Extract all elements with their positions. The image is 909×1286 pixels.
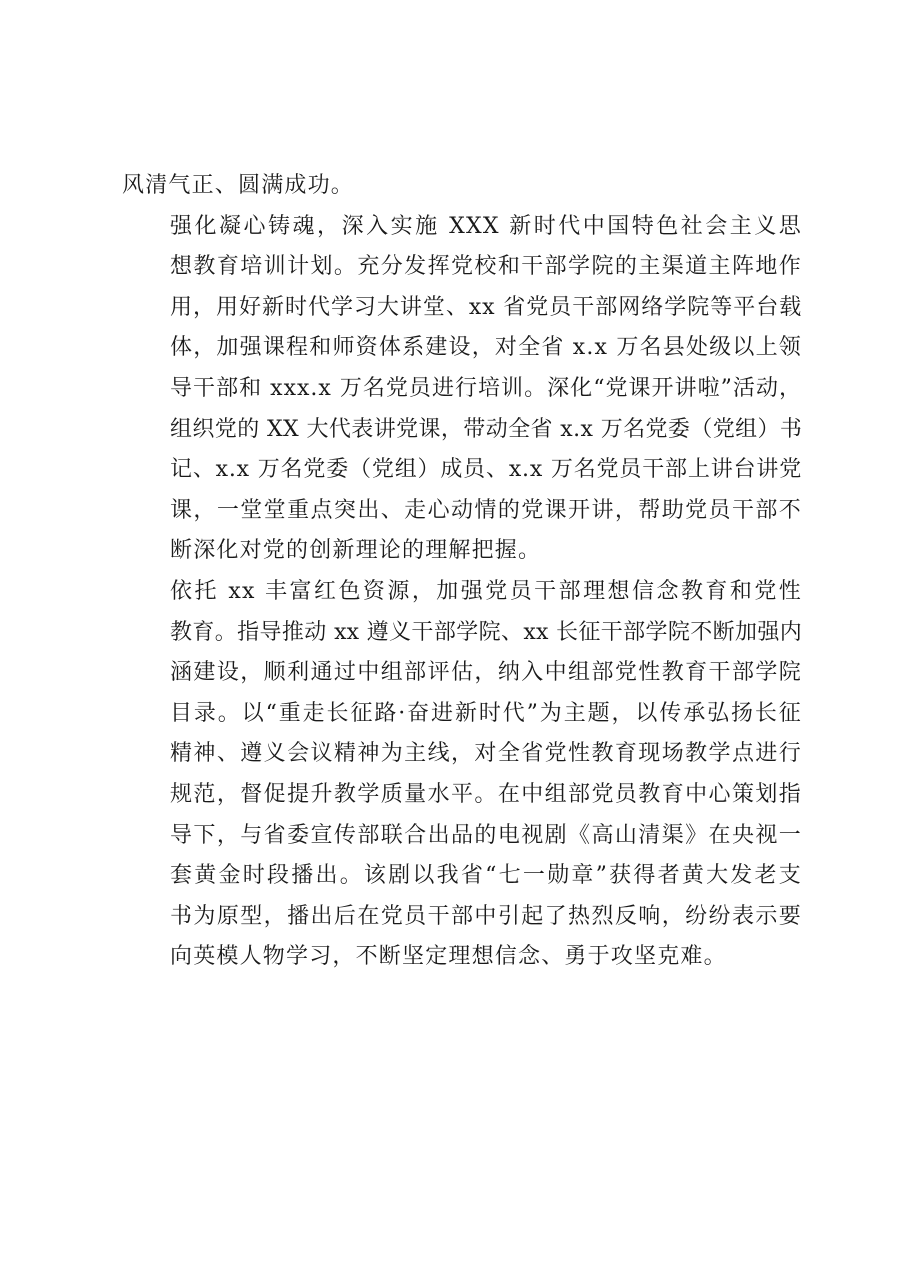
paragraph-2 bbox=[122, 207, 802, 572]
paragraph-3 bbox=[122, 572, 802, 978]
text-line: 规范，督促提升教学质量水平。在中组部党员教育中心策划指 bbox=[170, 781, 802, 807]
paragraph-1 bbox=[122, 166, 802, 207]
text-line: 体，加强课程和师资体系建设，对全省 x.x 万名县处级以上领 bbox=[170, 335, 802, 361]
text-line: 目录。以“重走长征路·奋进新时代”为主题，以传承弘扬长征 bbox=[170, 700, 802, 726]
text-line: 用，用好新时代学习大讲堂、xx 省党员干部网络学院等平台载 bbox=[170, 294, 802, 320]
text-line: 精神、遵义会议精神为主线，对全省党性教育现场教学点进行 bbox=[170, 741, 802, 767]
text-line: 套黄金时段播出。该剧以我省“七一勋章”获得者黄大发老支 bbox=[170, 863, 802, 889]
text-line: 组织党的 XX 大代表讲党课，带动全省 x.x 万名党委（党组）书 bbox=[170, 416, 803, 442]
text-line: 想教育培训计划。充分发挥党校和干部学院的主渠道主阵地作 bbox=[170, 254, 802, 280]
text-line: 导下，与省委宣传部联合出品的电视剧《高山清渠》在央视一 bbox=[170, 822, 802, 848]
document-body bbox=[122, 166, 802, 978]
text-line: 涵建设，顺利通过中组部评估，纳入中组部党性教育干部学院 bbox=[170, 660, 802, 686]
text-line: 课，一堂堂重点突出、走心动情的党课开讲，帮助党员干部不 bbox=[170, 497, 802, 523]
text-line: 教育。指导推动 xx 遵义干部学院、xx 长征干部学院不断加强内 bbox=[170, 619, 802, 645]
text-line: 依托 xx 丰富红色资源，加强党员干部理想信念教育和党性 bbox=[170, 578, 802, 604]
text-line: 导干部和 xxx.x 万名党员进行培训。深化“党课开讲啦”活动， bbox=[170, 375, 802, 401]
text-line: 断深化对党的创新理论的理解把握。 bbox=[170, 538, 542, 564]
text-line: 风清气正、圆满成功。 bbox=[122, 173, 355, 198]
text-line: 书为原型，播出后在党员干部中引起了热烈反响，纷纷表示要 bbox=[170, 903, 802, 929]
text-line: 向英模人物学习，不断坚定理想信念、勇于攻坚克难。 bbox=[170, 944, 727, 970]
text-line: 记、x.x 万名党委（党组）成员、x.x 万名党员干部上讲台讲党 bbox=[170, 457, 802, 483]
text-line: 强化凝心铸魂，深入实施 XXX 新时代中国特色社会主义思 bbox=[170, 213, 802, 239]
